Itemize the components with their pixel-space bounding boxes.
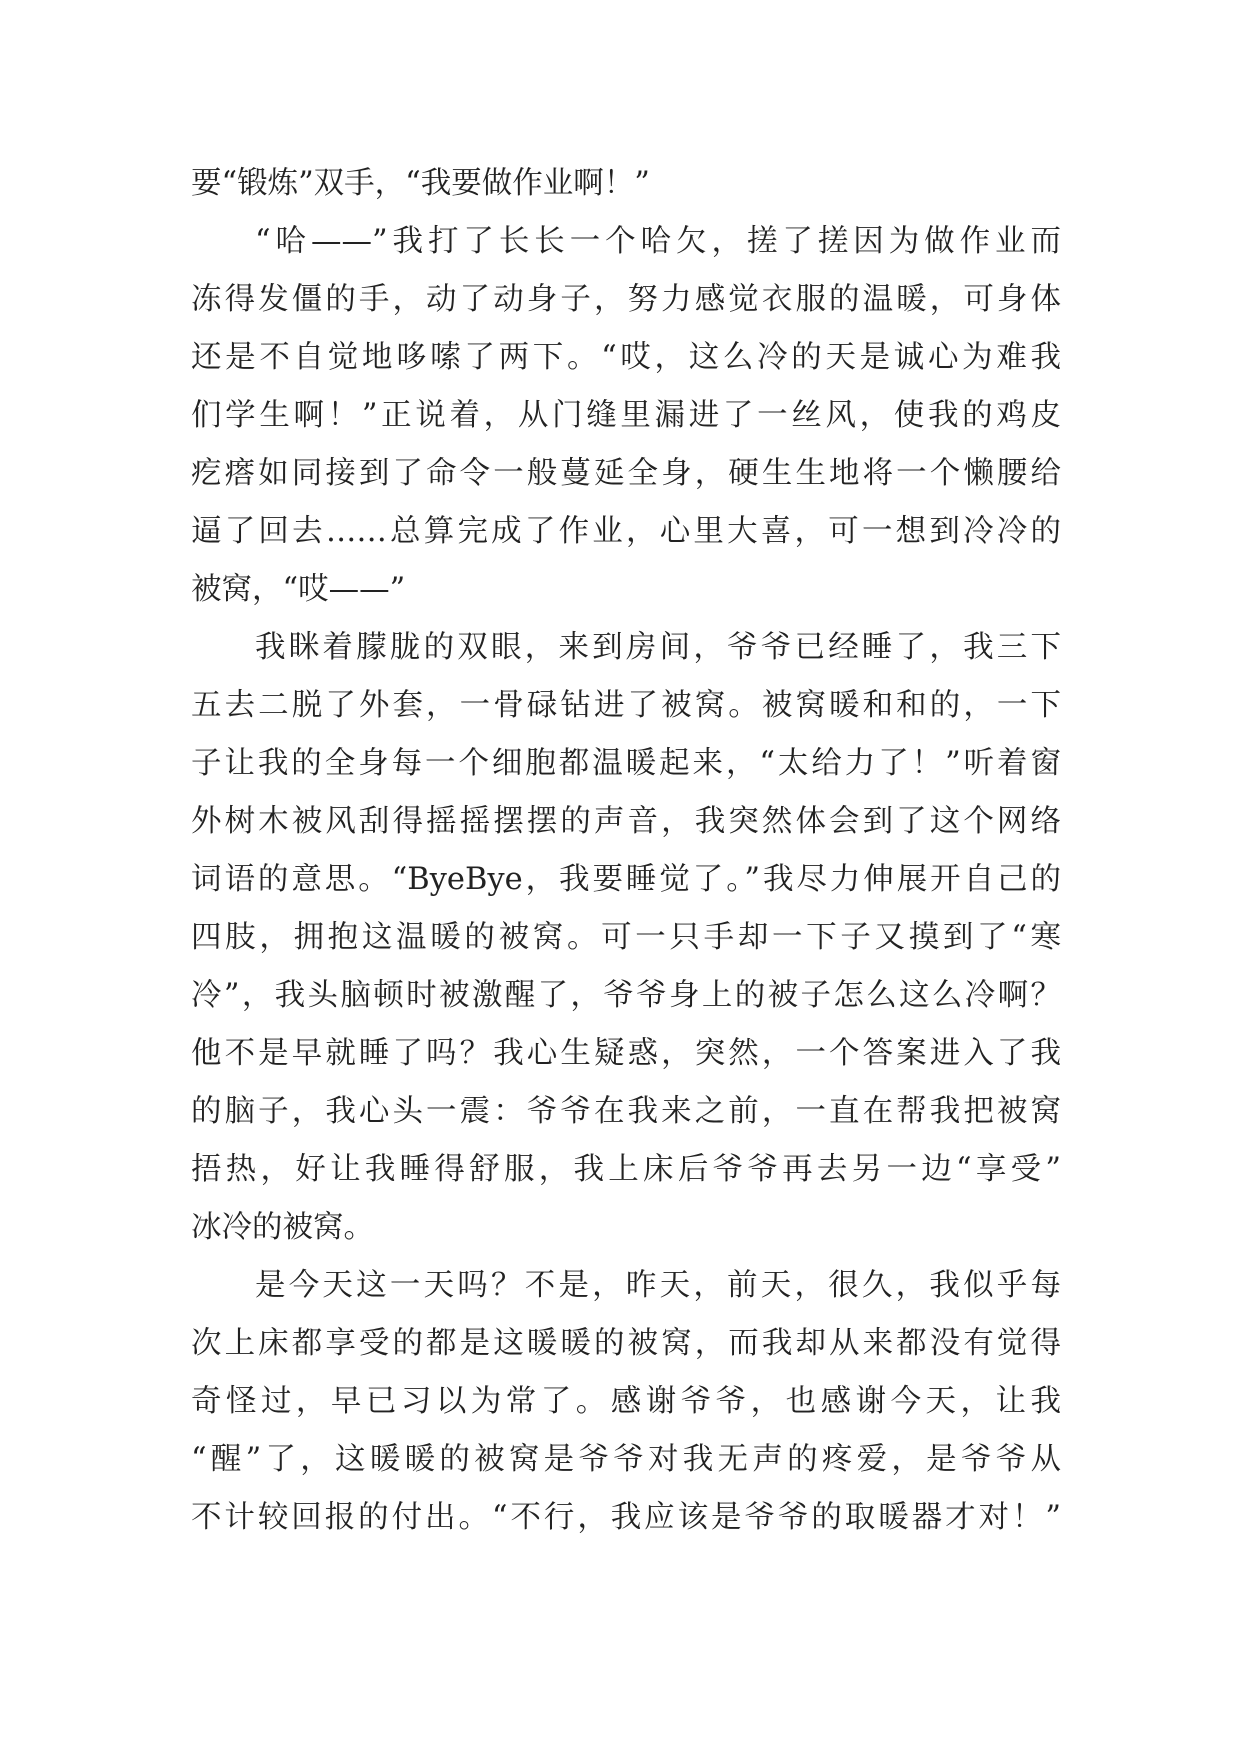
text-line: 奇怪过，早已习以为常了。感谢爷爷，也感谢今天，让我 — [191, 1384, 1061, 1419]
text-line: 的脑子，我心头一震：爷爷在我来之前，一直在帮我把被窝 — [191, 1094, 1061, 1129]
paragraph — [191, 213, 1061, 619]
document-page — [191, 155, 1061, 1547]
text-line: “醒”了，这暖暖的被窝是爷爷对我无声的疼爱，是爷爷从 — [191, 1442, 1061, 1477]
text-line: “哈——”我打了长长一个哈欠，搓了搓因为做作业而 — [255, 224, 1061, 259]
text-line: 四肢，拥抱这温暖的被窝。可一只手却一下子又摸到了“寒 — [191, 920, 1061, 955]
text-line: 逼了回去……总算完成了作业，心里大喜，可一想到冷冷的 — [191, 514, 1061, 549]
text-line: 还是不自觉地哆嗦了两下。“哎，这么冷的天是诚心为难我 — [191, 340, 1061, 375]
paragraph — [191, 155, 1061, 213]
text-line: 冰冷的被窝。 — [191, 1210, 374, 1245]
text-line: 疙瘩如同接到了命令一般蔓延全身，硬生生地将一个懒腰给 — [191, 456, 1061, 491]
text-line: 不计较回报的付出。“不行，我应该是爷爷的取暖器才对！” — [191, 1500, 1061, 1535]
text-line: 外树木被风刮得摇摇摆摆的声音，我突然体会到了这个网络 — [191, 804, 1061, 839]
text-line: 们学生啊！”正说着，从门缝里漏进了一丝风，使我的鸡皮 — [191, 398, 1061, 433]
text-line: 捂热，好让我睡得舒服，我上床后爷爷再去另一边“享受” — [191, 1152, 1061, 1187]
paragraph — [191, 1257, 1061, 1547]
text-line: 是今天这一天吗？不是，昨天，前天，很久，我似乎每 — [255, 1268, 1061, 1303]
text-line: 词语的意思。“ByeBye，我要睡觉了。”我尽力伸展开自己的 — [191, 862, 1061, 897]
text-line: 被窝，“哎——” — [191, 572, 406, 607]
text-line: 子让我的全身每一个细胞都温暖起来，“太给力了！”听着窗 — [191, 746, 1061, 781]
paragraph — [191, 619, 1061, 1257]
text-line: 要“锻炼”双手，“我要做作业啊！” — [191, 166, 650, 201]
text-line: 我眯着朦胧的双眼，来到房间，爷爷已经睡了，我三下 — [255, 630, 1061, 665]
text-line: 他不是早就睡了吗？我心生疑惑，突然，一个答案进入了我 — [191, 1036, 1061, 1071]
text-line: 冻得发僵的手，动了动身子，努力感觉衣服的温暖，可身体 — [191, 282, 1061, 317]
text-line: 冷”，我头脑顿时被激醒了，爷爷身上的被子怎么这么冷啊？ — [191, 978, 1061, 1013]
text-line: 五去二脱了外套，一骨碌钻进了被窝。被窝暖和和的，一下 — [191, 688, 1061, 723]
text-line: 次上床都享受的都是这暖暖的被窝，而我却从来都没有觉得 — [191, 1326, 1061, 1361]
